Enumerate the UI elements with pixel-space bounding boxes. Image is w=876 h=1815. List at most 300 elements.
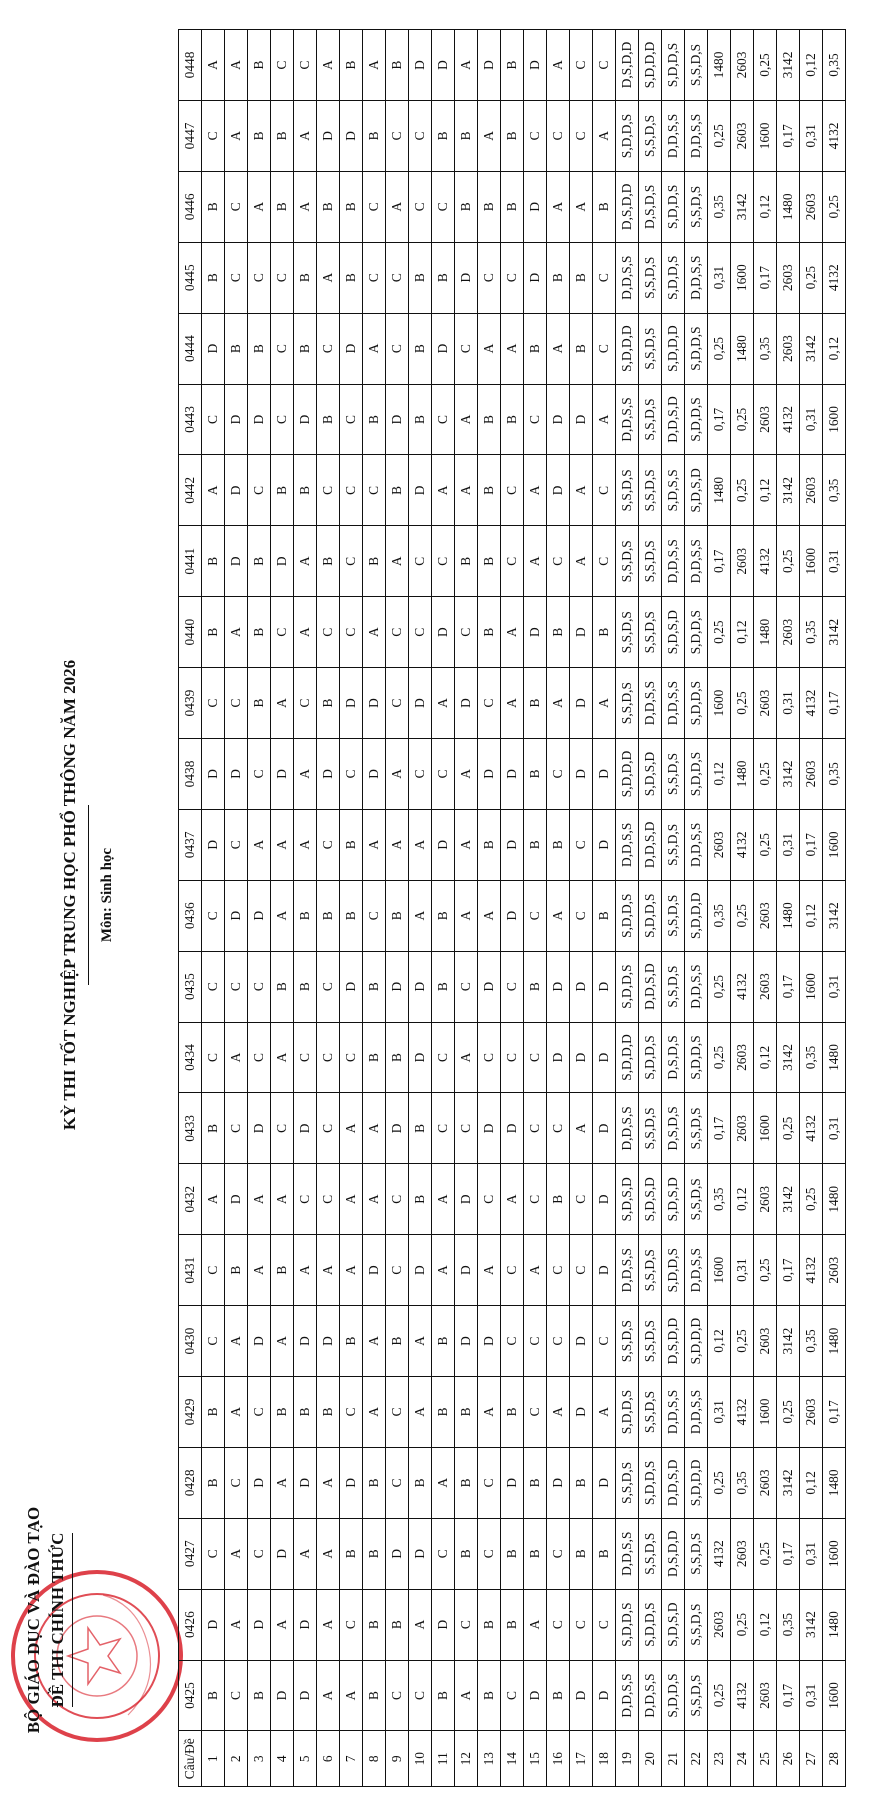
answer-cell: A <box>271 880 294 951</box>
answer-cell: A <box>202 455 225 526</box>
answer-cell: A <box>593 668 616 739</box>
answer-cell: S,S,D,S <box>639 100 662 171</box>
answer-cell: 0,31 <box>800 100 823 171</box>
answer-cell: D,D,S,D <box>662 1447 685 1518</box>
answer-cell: 1600 <box>754 1093 777 1164</box>
answer-cell: D <box>524 242 547 313</box>
answer-cell: S,S,D,S <box>639 597 662 668</box>
question-number: 13 <box>478 1731 501 1787</box>
answer-cell: 0,17 <box>777 951 800 1022</box>
answer-cell: C <box>317 313 340 384</box>
answer-cell: 2603 <box>823 1235 846 1306</box>
answer-cell: A <box>363 30 386 101</box>
answer-cell: 0,17 <box>754 242 777 313</box>
question-number: 6 <box>317 1731 340 1787</box>
answer-cell: D <box>478 30 501 101</box>
answer-cell: S,D,S,D <box>639 738 662 809</box>
answer-cell: D <box>409 1518 432 1589</box>
answer-cell: S,S,D,S <box>662 809 685 880</box>
answer-cell: A <box>593 384 616 455</box>
answer-cell: A <box>271 1164 294 1235</box>
answer-cell: B <box>340 1306 363 1377</box>
issuer-block <box>22 1495 73 1745</box>
answer-cell: A <box>409 880 432 951</box>
exam-code-header: 0432 <box>179 1164 202 1235</box>
table-row <box>248 30 271 1787</box>
answer-cell: C <box>225 668 248 739</box>
answer-cell: 2603 <box>754 1164 777 1235</box>
answer-cell: C <box>409 100 432 171</box>
answer-cell: 0,25 <box>754 30 777 101</box>
answer-cell: 4132 <box>800 668 823 739</box>
answer-cell: A <box>478 1235 501 1306</box>
answer-cell: D <box>340 951 363 1022</box>
answer-cell: D <box>570 1660 593 1731</box>
table-row <box>616 30 639 1787</box>
answer-cell: D <box>386 1093 409 1164</box>
answer-cell: A <box>317 1235 340 1306</box>
question-number: 14 <box>501 1731 524 1787</box>
answer-cell: B <box>593 597 616 668</box>
answer-cell: A <box>386 526 409 597</box>
answer-cell: S,S,D,S <box>616 455 639 526</box>
answer-cell: C <box>386 597 409 668</box>
answer-cell: 4132 <box>708 1518 731 1589</box>
question-number: 23 <box>708 1731 731 1787</box>
answer-cell: D <box>317 1306 340 1377</box>
answer-cell: B <box>363 1660 386 1731</box>
answer-cell: C <box>455 1589 478 1660</box>
answer-cell: B <box>340 1518 363 1589</box>
answer-cell: A <box>294 809 317 880</box>
answer-cell: 0,31 <box>708 1377 731 1448</box>
answer-cell: S,S,D,S <box>685 1518 708 1589</box>
answer-cell: A <box>501 668 524 739</box>
answer-cell: S,D,D,S <box>616 1377 639 1448</box>
answer-cell: A <box>317 1447 340 1518</box>
answer-cell: 0,31 <box>800 1660 823 1731</box>
answer-cell: 0,12 <box>754 1022 777 1093</box>
answer-cell: 0,12 <box>800 880 823 951</box>
answer-cell: C <box>340 526 363 597</box>
answer-cell: A <box>248 1164 271 1235</box>
answer-cell: C <box>524 1022 547 1093</box>
answer-cell: D,D,S,D <box>639 951 662 1022</box>
answer-cell: D <box>294 1589 317 1660</box>
answer-cell: 0,25 <box>708 597 731 668</box>
answer-cell: 1600 <box>708 668 731 739</box>
answer-cell: C <box>271 1093 294 1164</box>
answer-cell: D <box>593 1093 616 1164</box>
answer-cell: D <box>409 455 432 526</box>
exam-code-header: 0447 <box>179 100 202 171</box>
answer-cell: 0,25 <box>754 1235 777 1306</box>
answer-cell: S,D,D,S <box>616 1589 639 1660</box>
answer-cell: A <box>363 1377 386 1448</box>
answer-cell: D <box>570 384 593 455</box>
answer-cell: 0,17 <box>708 1093 731 1164</box>
answer-cell: 2603 <box>754 668 777 739</box>
answer-cell: C <box>570 809 593 880</box>
answer-cell: A <box>363 1306 386 1377</box>
exam-title: KỲ THI TỐT NGHIỆP TRUNG HỌC PHỔ THÔNG NĂM 2026 <box>60 659 79 1131</box>
answer-cell: D <box>317 738 340 809</box>
answer-cell: B <box>340 30 363 101</box>
answer-cell: D,D,S,S <box>685 526 708 597</box>
answer-cell: S,D,D,S <box>662 171 685 242</box>
answer-cell: 2603 <box>708 809 731 880</box>
answer-cell: B <box>248 313 271 384</box>
answer-cell: 0,25 <box>777 1377 800 1448</box>
answer-cell: 0,12 <box>800 30 823 101</box>
answer-cell: A <box>225 100 248 171</box>
answer-cell: S,D,D,D <box>616 1022 639 1093</box>
answer-cell: B <box>363 1589 386 1660</box>
table-row <box>708 30 731 1787</box>
answer-cell: C <box>317 1022 340 1093</box>
question-number: 5 <box>294 1731 317 1787</box>
answer-cell: D <box>593 738 616 809</box>
answer-cell: D <box>478 1093 501 1164</box>
answer-cell: C <box>524 1093 547 1164</box>
answer-cell: C <box>386 313 409 384</box>
table-row <box>593 30 616 1787</box>
answer-cell: A <box>386 171 409 242</box>
answer-cell: C <box>501 1022 524 1093</box>
answer-cell: D <box>501 1093 524 1164</box>
answer-cell: B <box>432 1377 455 1448</box>
answer-cell: C <box>455 597 478 668</box>
answer-cell: B <box>317 880 340 951</box>
answer-cell: A <box>248 171 271 242</box>
answer-cell: B <box>271 951 294 1022</box>
answer-cell: 1480 <box>754 597 777 668</box>
answer-cell: B <box>363 1518 386 1589</box>
answer-cell: S,D,D,D <box>662 313 685 384</box>
answer-cell: C <box>202 668 225 739</box>
answer-cell: A <box>294 597 317 668</box>
answer-cell: B <box>202 597 225 668</box>
answer-cell: A <box>455 384 478 455</box>
answer-cell: D <box>524 171 547 242</box>
answer-cell: D <box>593 809 616 880</box>
answer-cell: A <box>340 1235 363 1306</box>
answer-cell: 3142 <box>777 738 800 809</box>
exam-code-header: 0431 <box>179 1235 202 1306</box>
answer-cell: 0,25 <box>708 100 731 171</box>
table-row <box>823 30 846 1787</box>
answer-cell: D,D,S,S <box>662 526 685 597</box>
answer-cell: 1600 <box>823 1660 846 1731</box>
answer-cell: B <box>340 242 363 313</box>
answer-cell: 0,25 <box>731 455 754 526</box>
question-number: 27 <box>800 1731 823 1787</box>
answer-cell: B <box>524 809 547 880</box>
answer-cell: D <box>294 1306 317 1377</box>
answer-cell: D,S,D,S <box>662 1093 685 1164</box>
answer-cell: D,D,S,S <box>616 1518 639 1589</box>
answer-cell: C <box>294 1164 317 1235</box>
answer-cell: B <box>478 1589 501 1660</box>
answer-cell: D <box>248 1447 271 1518</box>
answer-cell: D <box>294 1660 317 1731</box>
question-number: 7 <box>340 1731 363 1787</box>
answer-cell: D <box>248 1093 271 1164</box>
answer-cell: D <box>593 1164 616 1235</box>
answer-cell: D <box>386 1518 409 1589</box>
answer-cell: D <box>271 1518 294 1589</box>
answer-key-table <box>178 29 846 1787</box>
answer-cell: A <box>409 1589 432 1660</box>
answer-cell: C <box>317 1093 340 1164</box>
answer-cell: B <box>363 384 386 455</box>
answer-cell: C <box>524 100 547 171</box>
answer-cell: A <box>271 668 294 739</box>
answer-cell: 0,25 <box>754 1518 777 1589</box>
answer-cell: C <box>340 1377 363 1448</box>
answer-cell: A <box>363 313 386 384</box>
exam-code-header: 0425 <box>179 1660 202 1731</box>
answer-cell: S,D,D,D <box>685 1447 708 1518</box>
answer-cell: S,D,S,D <box>662 1589 685 1660</box>
answer-cell: 0,25 <box>731 880 754 951</box>
exam-code-header: 0429 <box>179 1377 202 1448</box>
answer-cell: D <box>340 1447 363 1518</box>
answer-cell: B <box>501 1589 524 1660</box>
answer-cell: 2603 <box>754 1306 777 1377</box>
answer-cell: S,S,D,S <box>639 1306 662 1377</box>
answer-cell: C <box>386 1164 409 1235</box>
answer-cell: A <box>225 597 248 668</box>
answer-cell: 3142 <box>777 1447 800 1518</box>
answer-cell: D,S,D,D <box>662 1518 685 1589</box>
answer-cell: A <box>478 880 501 951</box>
answer-cell: C <box>202 1306 225 1377</box>
answer-cell: B <box>570 1518 593 1589</box>
answer-cell: D <box>547 1447 570 1518</box>
answer-cell: 0,31 <box>731 1235 754 1306</box>
question-number: 21 <box>662 1731 685 1787</box>
question-number: 19 <box>616 1731 639 1787</box>
answer-cell: C <box>501 455 524 526</box>
answer-cell: 1600 <box>754 100 777 171</box>
table-row <box>340 30 363 1787</box>
table-row <box>777 30 800 1787</box>
table-row <box>478 30 501 1787</box>
answer-cell: D,D,S,S <box>685 1235 708 1306</box>
answer-cell: A <box>409 809 432 880</box>
answer-cell: A <box>340 1164 363 1235</box>
answer-cell: 0,12 <box>754 1589 777 1660</box>
answer-cell: B <box>294 951 317 1022</box>
exam-code-header: 0448 <box>179 30 202 101</box>
answer-cell: 2603 <box>731 526 754 597</box>
answer-cell: 1480 <box>708 30 731 101</box>
answer-cell: D <box>363 668 386 739</box>
question-number: 26 <box>777 1731 800 1787</box>
answer-cell: A <box>202 30 225 101</box>
answer-cell: 1600 <box>708 1235 731 1306</box>
answer-cell: 0,25 <box>731 668 754 739</box>
ministry-name: BỘ GIÁO DỤC VÀ ĐÀO TẠO <box>24 1506 43 1734</box>
answer-cell: A <box>363 1093 386 1164</box>
answer-cell: A <box>455 738 478 809</box>
answer-cell: D <box>271 738 294 809</box>
answer-cell: A <box>455 880 478 951</box>
answer-cell: B <box>547 242 570 313</box>
answer-cell: 0,25 <box>731 384 754 455</box>
answer-cell: D <box>340 100 363 171</box>
answer-cell: B <box>386 455 409 526</box>
answer-cell: A <box>225 1589 248 1660</box>
official-exam-label: ĐỀ THI CHÍNH THỨC <box>46 1533 73 1708</box>
answer-cell: C <box>202 1518 225 1589</box>
answer-cell: B <box>455 526 478 597</box>
answer-cell: A <box>547 313 570 384</box>
answer-cell: B <box>294 880 317 951</box>
answer-cell: 2603 <box>800 455 823 526</box>
answer-cell: C <box>570 1164 593 1235</box>
answer-cell: C <box>409 1660 432 1731</box>
answer-cell: D <box>501 738 524 809</box>
question-number: 24 <box>731 1731 754 1787</box>
answer-cell: B <box>340 171 363 242</box>
answer-cell: C <box>363 171 386 242</box>
corner-header: Câu/Đề <box>179 1731 202 1787</box>
answer-cell: C <box>225 1447 248 1518</box>
answer-cell: 1600 <box>823 809 846 880</box>
table-row <box>271 30 294 1787</box>
answer-cell: 1480 <box>708 455 731 526</box>
question-number: 2 <box>225 1731 248 1787</box>
answer-cell: C <box>225 242 248 313</box>
answer-cell: S,D,D,S <box>662 1235 685 1306</box>
answer-cell: B <box>202 1093 225 1164</box>
answer-cell: 2603 <box>777 242 800 313</box>
answer-cell: S,S,D,S <box>616 597 639 668</box>
answer-cell: D <box>570 597 593 668</box>
answer-cell: 1480 <box>777 171 800 242</box>
answer-cell: C <box>386 1377 409 1448</box>
table-row <box>501 30 524 1787</box>
answer-cell: B <box>409 1447 432 1518</box>
answer-cell: D <box>409 1022 432 1093</box>
answer-cell: 0,35 <box>823 738 846 809</box>
table-row <box>662 30 685 1787</box>
answer-cell: B <box>225 313 248 384</box>
answer-cell: A <box>225 1306 248 1377</box>
question-number: 17 <box>570 1731 593 1787</box>
answer-cell: D,D,S,S <box>616 809 639 880</box>
answer-cell: D <box>294 1447 317 1518</box>
answer-cell: B <box>524 738 547 809</box>
answer-cell: C <box>432 171 455 242</box>
answer-cell: S,S,D,S <box>639 1093 662 1164</box>
answer-cell: A <box>570 1093 593 1164</box>
answer-cell: D,D,S,S <box>616 1235 639 1306</box>
answer-cell: 1480 <box>823 1589 846 1660</box>
answer-cell: C <box>547 1235 570 1306</box>
answer-cell: S,D,S,D <box>662 597 685 668</box>
answer-cell: A <box>455 30 478 101</box>
answer-cell: B <box>271 1377 294 1448</box>
answer-cell: 0,25 <box>708 1022 731 1093</box>
answer-cell: S,D,D,S <box>639 1589 662 1660</box>
answer-cell: B <box>432 1306 455 1377</box>
answer-cell: D,D,S,D <box>662 384 685 455</box>
answer-cell: A <box>570 526 593 597</box>
answer-cell: A <box>386 738 409 809</box>
answer-cell: A <box>524 526 547 597</box>
answer-cell: 0,35 <box>777 1589 800 1660</box>
answer-cell: B <box>248 526 271 597</box>
answer-cell: 1600 <box>800 526 823 597</box>
answer-cell: 0,25 <box>708 1660 731 1731</box>
exam-code-header: 0446 <box>179 171 202 242</box>
answer-cell: 2603 <box>731 100 754 171</box>
answer-cell: B <box>547 809 570 880</box>
answer-cell: A <box>202 1164 225 1235</box>
answer-cell: D <box>248 384 271 455</box>
answer-cell: S,S,D,S <box>662 951 685 1022</box>
answer-cell: C <box>570 1235 593 1306</box>
answer-cell: 4132 <box>731 1660 754 1731</box>
answer-cell: C <box>570 100 593 171</box>
answer-cell: 0,35 <box>823 30 846 101</box>
answer-cell: 1600 <box>731 242 754 313</box>
answer-cell: C <box>501 1660 524 1731</box>
answer-cell: C <box>593 1589 616 1660</box>
answer-cell: C <box>294 668 317 739</box>
answer-cell: 2603 <box>708 1589 731 1660</box>
answer-cell: A <box>271 809 294 880</box>
answer-cell: C <box>202 1022 225 1093</box>
answer-cell: D <box>225 455 248 526</box>
answer-cell: C <box>363 455 386 526</box>
answer-cell: B <box>478 526 501 597</box>
answer-cell: 0,35 <box>800 1306 823 1377</box>
answer-cell: D <box>455 1164 478 1235</box>
answer-cell: D <box>202 809 225 880</box>
answer-cell: A <box>455 1022 478 1093</box>
answer-cell: B <box>570 313 593 384</box>
answer-cell: C <box>340 1022 363 1093</box>
answer-cell: 1480 <box>823 1306 846 1377</box>
answer-cell: D,D,S,S <box>685 1377 708 1448</box>
answer-cell: C <box>593 313 616 384</box>
answer-cell: 0,17 <box>708 384 731 455</box>
answer-cell: S,S,D,S <box>662 880 685 951</box>
question-number: 28 <box>823 1731 846 1787</box>
answer-cell: A <box>225 1377 248 1448</box>
answer-cell: B <box>317 171 340 242</box>
answer-cell: 2603 <box>731 1093 754 1164</box>
answer-cell: A <box>225 1022 248 1093</box>
answer-cell: C <box>501 1306 524 1377</box>
answer-cell: C <box>501 951 524 1022</box>
answer-cell: D,D,S,S <box>616 1093 639 1164</box>
answer-cell: 0,17 <box>777 1660 800 1731</box>
answer-cell: C <box>248 1377 271 1448</box>
answer-cell: C <box>340 738 363 809</box>
answer-cell: 0,25 <box>823 171 846 242</box>
answer-cell: D <box>524 1660 547 1731</box>
answer-cell: S,D,D,S <box>662 242 685 313</box>
answer-cell: B <box>271 100 294 171</box>
answer-cell: A <box>501 313 524 384</box>
exam-heading <box>60 595 116 1195</box>
answer-cell: A <box>593 1377 616 1448</box>
